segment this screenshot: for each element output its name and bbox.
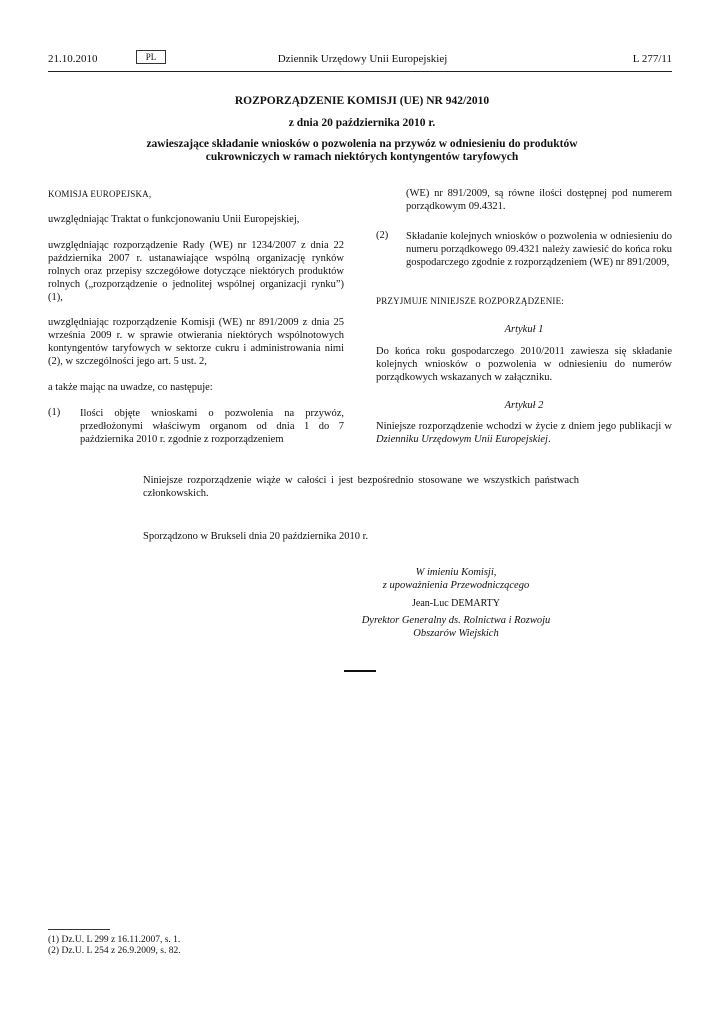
- footnote-2: [48, 946, 181, 957]
- footnote-1-ref: (1): [48, 935, 60, 945]
- item-number-1: (1): [48, 407, 61, 418]
- footnote-separator: [48, 929, 110, 930]
- recital-commission-end: , w szczególności jego art. 5 ust. 2,: [60, 356, 207, 367]
- regulation-subject-line1: zawieszające składanie wniosków o pozwolenia na przywóz w odniesieniu do produktów: [146, 138, 578, 150]
- article-2-text: [376, 420, 672, 446]
- footnote-1-text: Dz.U. L 299 z 16.11.2007, s. 1.: [61, 935, 181, 945]
- article-2-heading: Artykuł 2: [504, 400, 544, 411]
- adopts-heading: PRZYJMUJE NINIEJSZE ROZPORZĄDZENIE:: [376, 296, 564, 306]
- recital-item-1-continued: (WE) nr 891/2009, są równe ilości dostępnej pod numerem porządkowym 09.4321.: [406, 188, 672, 212]
- recital-council-end: ,: [60, 292, 63, 303]
- binding-clause: Niniejsze rozporządzenie wiąże w całości i jest bezpośrednio stosowane we wszystkich państwach członkowskich.: [143, 475, 579, 499]
- recital-council-regulation: [48, 239, 344, 304]
- footnote-2-text: Dz.U. L 254 z 26.9.2009, s. 82.: [61, 946, 181, 956]
- publication-date: 21.10.2010: [48, 53, 98, 65]
- signatory-name: Jean-Luc DEMARTY: [412, 598, 500, 609]
- footnote-ref-2[interactable]: (2): [48, 356, 61, 367]
- article-2-text-b: .: [547, 434, 551, 445]
- signatory-title-1: Dyrektor Generalny ds. Rolnictwa i Rozwoju: [361, 615, 551, 626]
- regulation-title: ROZPORZĄDZENIE KOMISJI (UE) NR 942/2010: [234, 95, 490, 107]
- footnote-1: [48, 935, 180, 946]
- footnote-ref-1[interactable]: (1): [48, 292, 61, 303]
- signatory-title-2: Obszarów Wiejskich: [413, 628, 499, 639]
- language-badge: PL: [136, 50, 166, 64]
- signature-on-behalf: W imieniu Komisji,: [415, 567, 497, 578]
- footnote-2-ref: (2): [48, 946, 60, 956]
- whereas-clause: a także mając na uwadze, co następuje:: [48, 382, 213, 393]
- article-1-text: Do końca roku gospodarczego 2010/2011 zawiesza się składanie kolejnych wniosków o pozwolenia w odniesieniu do numerów porządkowych wskazanych w załączniku.: [376, 346, 672, 383]
- item-number-2: (2): [376, 230, 389, 241]
- article-2-journal: Dzienniku Urzędowym Unii Europejskiej: [376, 434, 548, 445]
- end-of-document-bar: [344, 670, 376, 672]
- recital-commission-text: uwzględniając rozporządzenie Komisji (WE) nr 891/2009 z dnia 25 września 2009 r. w sprawie otwierania niektórych wspólnotowych kontyngentów taryfowych w sektorze cukru i administrowania nimi: [48, 317, 344, 354]
- done-at: Sporządzono w Brukseli dnia 20 października 2010 r.: [143, 531, 369, 542]
- article-2-text-a: Niniejsze rozporządzenie wchodzi w życie z dniem jego publikacji w: [376, 421, 672, 432]
- commission-heading: KOMISJA EUROPEJSKA,: [48, 189, 152, 199]
- header-rule: [48, 71, 672, 72]
- recital-treaty: uwzględniając Traktat o funkcjonowaniu Unii Europejskiej,: [48, 214, 300, 225]
- recital-council-text: uwzględniając rozporządzenie Rady (WE) nr 1234/2007 z dnia 22 października 2007 r. ustanawiające wspólną organizację rynków rolnych oraz przepisy szczegółowe dotyczące niektórych produktów rolnych („rozporządzenie o jednolitej wspólnej organizacji rynku”): [48, 240, 344, 290]
- article-1-heading: Artykuł 1: [504, 324, 544, 335]
- regulation-subject-line2: cukrowniczych w ramach niektórych kontyngentów taryfowych: [205, 151, 519, 163]
- signature-authority: z upoważnienia Przewodniczącego: [382, 580, 530, 591]
- regulation-date: z dnia 20 października 2010 r.: [288, 117, 436, 129]
- page-reference: L 277/11: [632, 53, 672, 65]
- recital-item-2: Składanie kolejnych wniosków o pozwolenia w odniesieniu do numeru porządkowego 09.4321 należy zawiesić do końca roku gospodarczego zgodnie z rozporządzeniem (WE) nr 891/2009,: [406, 231, 672, 268]
- recital-commission-regulation: [48, 316, 344, 368]
- journal-name: Dziennik Urzędowy Unii Europejskiej: [277, 53, 448, 65]
- recital-item-1: Ilości objęte wnioskami o pozwolenia na przywóz, przedłożonymi właściwym organom od dnia 1 do 7 października 2010 r. zgodnie z rozporządzeniem: [80, 408, 344, 445]
